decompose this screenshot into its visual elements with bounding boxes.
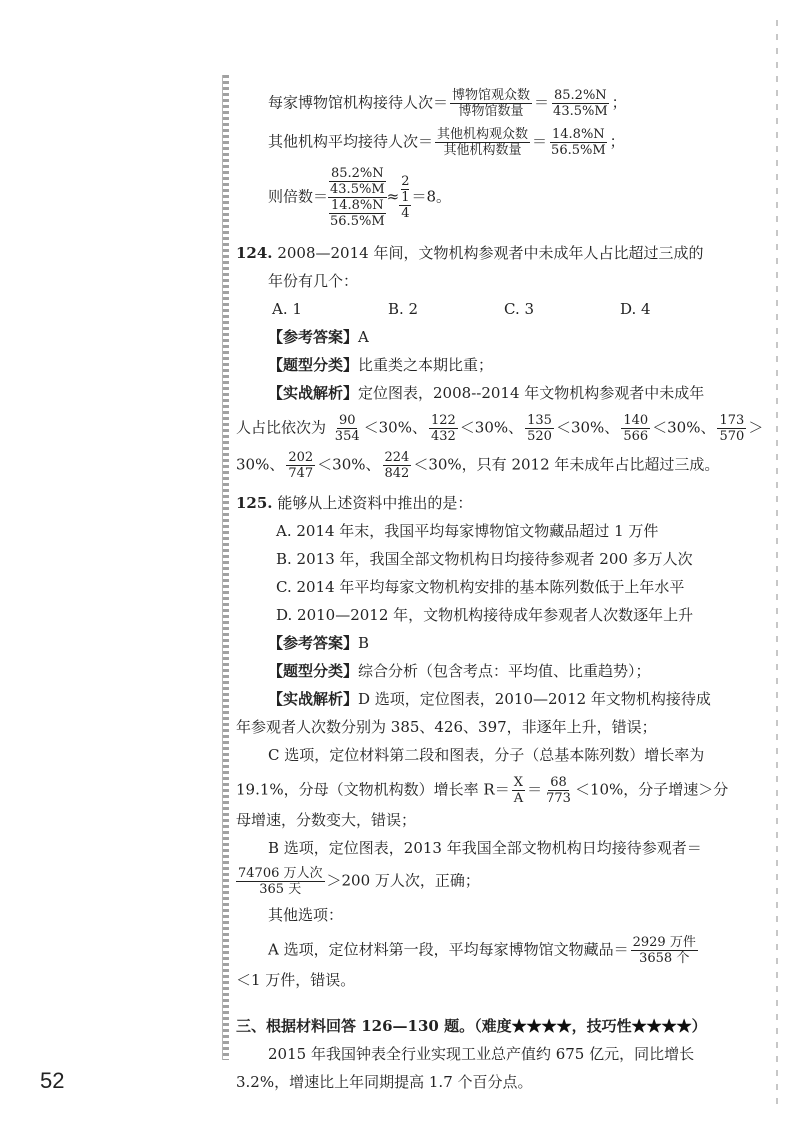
q125-option-a: A. 2014 年末，我国平均每家博物馆文物藏品超过 1 万件 xyxy=(276,522,659,540)
q124-choice-d: D. 4 xyxy=(620,300,651,318)
other-label: 其他机构平均接待人次＝ xyxy=(268,132,434,151)
binding-wavy-line xyxy=(222,75,229,1060)
section3-title-pre: 三、根据材料回答 126—130 题。（难度 xyxy=(236,1017,512,1035)
q124-frac-5 xyxy=(717,413,746,444)
q125-analysis-a1 xyxy=(236,935,736,966)
q124-frac-5-den: 570 xyxy=(719,429,745,444)
q124-rel-2: ＜30%、 xyxy=(459,418,524,437)
q124-answer: A xyxy=(358,328,369,346)
q124-analysis-line1 xyxy=(236,379,736,407)
ratio-top-den: 43.5%M xyxy=(330,182,385,197)
q125-d-text1: D 选项，定位图表，2010—2012 年文物机构接待成 xyxy=(358,690,711,708)
q124-rel-4: ＜30%、 xyxy=(652,418,716,437)
q124-frac-4-den: 566 xyxy=(623,429,649,444)
q125-type-line xyxy=(236,657,736,685)
q124-frac-6-num: 202 xyxy=(288,450,314,465)
q124-number: 124. xyxy=(236,244,273,262)
q125-analysis-b2 xyxy=(236,866,736,897)
q125-c-den: 773 xyxy=(546,791,571,806)
q125-analysis-tag: 【实战解析】 xyxy=(268,690,359,708)
q124-frac-2 xyxy=(429,413,458,444)
q125-a-num: 2929 万件 xyxy=(632,935,696,950)
q125-c-x: X xyxy=(513,775,524,790)
museum-fraction xyxy=(450,88,532,119)
q125-option-d: D. 2010—2012 年，文物机构接待成年参观者人次数逐年上升 xyxy=(276,606,694,624)
section3-title-end: ） xyxy=(691,1017,707,1035)
q125-type-tag: 【题型分类】 xyxy=(268,662,359,680)
q124-rel-3: ＜30%、 xyxy=(555,418,620,437)
ratio-label: 则倍数＝ xyxy=(268,187,329,206)
section3-title-mid: ，技巧性 xyxy=(571,1017,632,1035)
page-content xyxy=(236,88,764,1096)
q124-choice-b: B. 2 xyxy=(388,300,419,318)
q125-c-a: A xyxy=(513,791,524,806)
other-val-num: 14.8%N xyxy=(552,127,605,142)
ratio-bot-frac xyxy=(328,198,387,229)
q125-analysis-d1 xyxy=(236,685,736,713)
q124-stem-text1: 2008—2014 年间，文物机构参观者中未成年人占比超过三成的 xyxy=(277,244,704,262)
q125-analysis-c1: C 选项，定位材料第二段和图表，分子（总基本陈列数）增长率为 xyxy=(268,746,705,764)
q124-frac-2-den: 432 xyxy=(430,429,456,444)
page-edge-line xyxy=(776,20,778,1110)
ratio-top-frac xyxy=(328,166,387,197)
q124-rel-7: ＜30%，只有 2012 年未成年占比超过三成。 xyxy=(413,455,720,474)
skill-stars-icon: ★★★★ xyxy=(631,1017,692,1035)
ratio-formula-line xyxy=(236,166,736,229)
q124-analysis-pre: 人占比依次为 xyxy=(236,418,327,437)
q125-number: 125. xyxy=(236,494,273,512)
q125-answer-tag: 【参考答案】 xyxy=(268,634,359,652)
ratio-two: 2 xyxy=(401,174,410,189)
page-number: 52 xyxy=(40,1068,65,1093)
q125-c-post: ＜10%，分子增速＞分 xyxy=(574,780,729,799)
other-val-den: 56.5%M xyxy=(551,143,606,158)
ratio-bot-num: 14.8%N xyxy=(330,198,384,213)
q124-answer-tag: 【参考答案】 xyxy=(268,328,359,346)
q125-c-num: 68 xyxy=(550,775,567,790)
q124-frac-5-num: 173 xyxy=(719,413,745,428)
q124-frac-4-num: 140 xyxy=(623,413,649,428)
ratio-approx: ≈ xyxy=(386,187,400,206)
museum-val-den: 43.5%M xyxy=(553,104,608,119)
q125-analysis-b1: B 选项，定位图表，2013 年我国全部文物机构日均接待参观者＝ xyxy=(268,839,702,857)
museum-frac-den: 博物馆数量 xyxy=(458,104,524,119)
other-value-fraction xyxy=(549,127,608,158)
ratio-one-quarter xyxy=(399,190,411,221)
q124-analysis-line2 xyxy=(236,413,764,444)
q124-rel-1: ＜30%、 xyxy=(363,418,427,437)
q125-a-frac xyxy=(631,935,698,966)
other-formula-line xyxy=(236,127,736,158)
q125-other-options: 其他选项： xyxy=(268,906,344,924)
q125-c-eq: ＝ xyxy=(527,780,543,799)
q125-answer-line xyxy=(236,629,736,657)
q124-choices xyxy=(236,295,736,323)
q124-analysis-pre3: 30%、 xyxy=(236,455,285,474)
q124-frac-6 xyxy=(286,450,315,481)
q125-a-den: 3658 个 xyxy=(639,951,690,966)
q124-frac-7-den: 842 xyxy=(384,466,410,481)
q124-choice-c: C. 3 xyxy=(504,300,535,318)
museum-value-fraction xyxy=(551,88,610,119)
q125-analysis-a2: ＜1 万件，错误。 xyxy=(236,971,356,989)
museum-frac-num: 博物馆观众数 xyxy=(452,88,531,103)
q125-b-num: 74706 万人次 xyxy=(238,866,323,881)
q125-b-post: ＞200 万人次，正确； xyxy=(326,871,480,890)
ratio-compound-fraction xyxy=(328,166,387,229)
q124-frac-3-den: 520 xyxy=(527,429,552,444)
q124-frac-1 xyxy=(333,413,362,444)
q125-analysis-c3: 母增速，分数变大，错误； xyxy=(236,811,417,829)
q125-c-xa-frac xyxy=(512,775,525,806)
q124-analysis-text1: 定位图表，2008--2014 年文物机构参观者中未成年 xyxy=(358,384,705,402)
q125-b-frac xyxy=(236,866,325,897)
museum-label: 每家博物馆机构接待人次＝ xyxy=(268,93,449,112)
q124-rel-6: ＜30%、 xyxy=(317,455,381,474)
q124-type: 比重类之本期比重； xyxy=(358,356,494,374)
ratio-bot-den: 56.5%M xyxy=(330,214,385,229)
ratio-simple-fraction xyxy=(399,174,411,221)
q124-frac-3-num: 135 xyxy=(527,413,552,428)
q124-frac-3 xyxy=(525,413,554,444)
q124-frac-1-num: 90 xyxy=(338,413,356,428)
q125-type: 综合分析（包含考点：平均值、比重趋势）； xyxy=(358,662,651,680)
q124-frac-4 xyxy=(621,413,650,444)
q124-answer-line xyxy=(236,323,736,351)
ratio-top xyxy=(328,166,387,198)
other-end: ； xyxy=(609,132,625,151)
section3-para-line1: 2015 年我国钟表全行业实现工业总产值约 675 亿元，同比增长 xyxy=(268,1045,695,1063)
q124-frac-6-den: 747 xyxy=(288,466,314,481)
q124-rel-5: ＞ xyxy=(748,418,764,437)
q124-analysis-line3 xyxy=(236,450,736,481)
q124-choice-a: A. 1 xyxy=(272,300,302,318)
q125-a-pre: A 选项，定位材料第一段，平均每家博物馆文物藏品＝ xyxy=(268,940,629,959)
q125-option-c: C. 2014 年平均每家文物机构安排的基本陈列数低于上年水平 xyxy=(276,578,685,596)
q125-answer: B xyxy=(358,634,370,652)
q125-analysis-c2 xyxy=(236,775,736,806)
museum-eq: ＝ xyxy=(534,93,550,112)
q124-frac-7 xyxy=(383,450,412,481)
q125-c-pre: 19.1%，分母（文物机构数）增长率 R＝ xyxy=(236,780,510,799)
q124-analysis-tag: 【实战解析】 xyxy=(268,384,359,402)
q124-frac-2-num: 122 xyxy=(430,413,456,428)
q125-option-b: B. 2013 年，我国全部文物机构日均接待参观者 200 多万人次 xyxy=(276,550,693,568)
q125-stem: 能够从上述资料中推出的是： xyxy=(277,494,473,512)
q124-type-line xyxy=(236,351,736,379)
section3-title xyxy=(236,1012,736,1040)
q125-b-den: 365 天 xyxy=(259,882,302,897)
section3-para-line2: 3.2%，增速比上年同期提高 1.7 个百分点。 xyxy=(236,1073,533,1091)
q125-c-num-frac xyxy=(544,775,573,806)
q124-type-tag: 【题型分类】 xyxy=(268,356,359,374)
museum-val-num: 85.2%N xyxy=(554,88,607,103)
other-frac-den: 其他机构数量 xyxy=(443,143,522,158)
q124-stem-line2: 年份有几个： xyxy=(268,272,359,290)
ratio-four: 4 xyxy=(401,206,410,221)
q125-analysis-d2: 年参观者人次数分别为 385、426、397，非逐年上升，错误； xyxy=(236,718,657,736)
q124-frac-7-num: 224 xyxy=(384,450,410,465)
other-eq: ＝ xyxy=(532,132,548,151)
difficulty-stars-icon: ★★★★ xyxy=(511,1017,572,1035)
other-fraction xyxy=(435,127,530,158)
museum-end: ； xyxy=(611,93,627,112)
q124-stem-line1 xyxy=(236,239,736,267)
ratio-one: 1 xyxy=(401,190,410,205)
ratio-result: ＝8。 xyxy=(411,187,452,206)
museum-formula-line xyxy=(236,88,736,119)
ratio-top-num: 85.2%N xyxy=(330,166,384,181)
q125-stem-line xyxy=(236,489,736,517)
other-frac-num: 其他机构观众数 xyxy=(437,127,529,142)
q124-frac-1-den: 354 xyxy=(334,429,360,444)
